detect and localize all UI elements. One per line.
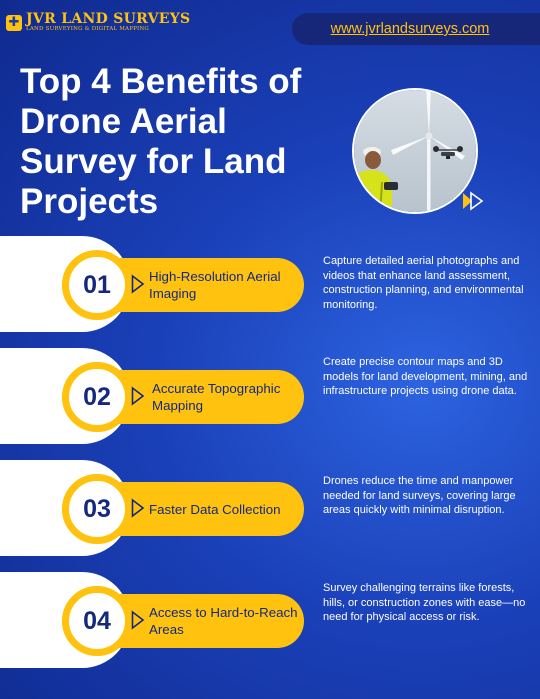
benefit-number-badge: [62, 474, 132, 544]
benefit-label: Accurate Topographic Mapping: [152, 381, 281, 413]
brand-name: JVR LAND SURVEYS: [26, 11, 191, 27]
play-arrow-icon: [131, 274, 145, 294]
play-arrow-icon: [131, 386, 145, 406]
benefit-description-4: Survey challenging terrains like forests, hills, or construction zones with ease—no need for physical access or risk.: [323, 582, 526, 623]
drone-scene-illustration: [354, 90, 478, 214]
benefit-label: Faster Data Collection: [149, 501, 281, 517]
play-arrow-icon: [131, 610, 145, 630]
benefit-number-badge: [62, 586, 132, 656]
benefit-label: High-Resolution Aerial Imaging: [149, 269, 281, 301]
logo-text: [26, 12, 190, 33]
brand-tagline: LAND SURVEYING & DIGITAL MAPPING: [26, 26, 150, 32]
play-arrow-icon: [131, 498, 145, 518]
benefit-number: 01: [83, 270, 111, 299]
benefit-number-badge: [62, 250, 132, 320]
benefit-label: Access to Hard-to-Reach Areas: [149, 605, 298, 637]
benefit-description-2: Create precise contour maps and 3D models for land development, mining, and infrastructure projects using drone data.: [323, 356, 528, 397]
benefit-number-badge: [62, 362, 132, 432]
page-title: Top 4 Benefits of Drone Aerial Survey for Land Projects: [20, 62, 302, 221]
benefit-description-1: Capture detailed aerial photographs and videos that enhance land assessment, construction planning, and environmental monitoring.: [323, 255, 524, 311]
brand-logo[interactable]: [6, 12, 190, 33]
play-arrow-icon: [462, 191, 486, 215]
jvr-logo-icon: ✚: [6, 15, 22, 31]
benefit-number: 03: [83, 494, 111, 523]
benefit-number: 02: [83, 382, 111, 411]
website-link[interactable]: www.jvrlandsurveys.com: [330, 21, 490, 37]
benefit-number: 04: [83, 606, 111, 635]
benefit-description-3: Drones reduce the time and manpower needed for land surveys, covering large areas quickly with minimal disruption.: [323, 475, 516, 516]
drone-operator-photo: [352, 88, 478, 214]
url-pill: [292, 13, 528, 45]
